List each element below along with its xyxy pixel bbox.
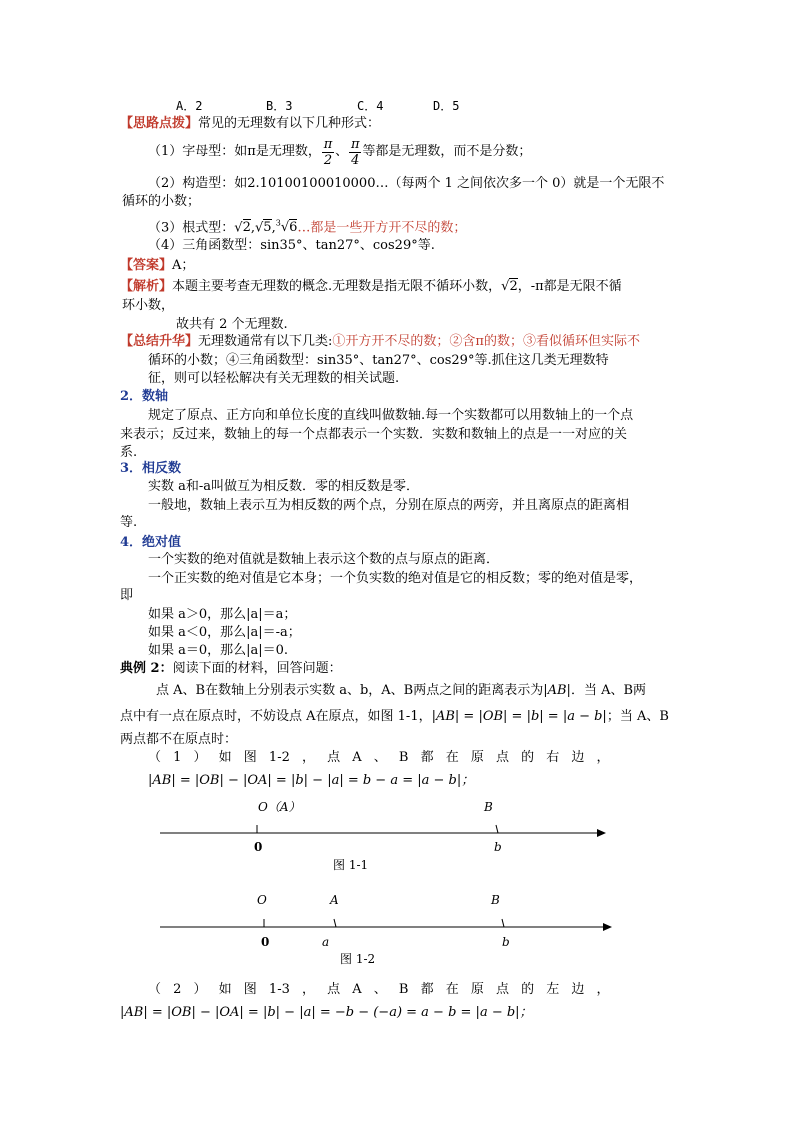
arrow-head xyxy=(603,923,612,931)
summary-tag: 【总结升华】 xyxy=(120,334,199,349)
num-0: 0 xyxy=(254,840,263,854)
hint-heading xyxy=(120,115,380,133)
section-3-line-2: 一般地，数轴上表示互为相反数的两个点，分别在原点的两旁，并且离原点的距离相 xyxy=(148,498,630,513)
tick-a xyxy=(334,919,336,927)
example-2-text: 点中有一点在原点时，不妨设点 A在原点，如图 1-1， xyxy=(120,709,432,724)
answer-text: A； xyxy=(172,258,195,273)
arrow-head xyxy=(597,829,606,837)
section-4-case-3: 如果 a＝0，那么|a|＝0. xyxy=(148,643,289,658)
radical-sqrt5: √5 xyxy=(255,220,272,236)
analysis-tag: 【解析】 xyxy=(120,279,173,294)
option-d: D．5 xyxy=(433,99,460,113)
hint-point-1-end: 等都是无理数，而不是分数； xyxy=(362,144,532,159)
example-2-case-2: （ 2 ） 如 图 1-3 ， 点 A 、 B 都 在 原 点 的 左 边 ， xyxy=(148,982,610,997)
fraction-pi-2 xyxy=(322,137,334,168)
example-2-heading xyxy=(120,660,342,678)
section-3-title: 3．相反数 xyxy=(120,461,182,476)
section-2-line-3: 系. xyxy=(120,445,138,460)
answer-line xyxy=(120,257,194,275)
example-2-text-cont: ；当 A、B xyxy=(606,709,669,724)
analysis-text: 本题主要考查无理数的概念.无理数是指无限不循环小数， xyxy=(172,279,502,294)
summary-text-red: ①开方开不尽的数；②含π的数；③看似循环但实际不 xyxy=(332,334,640,349)
section-4-case-1: 如果 a＞0，那么|a|＝a； xyxy=(148,607,297,622)
analysis-line-1 xyxy=(120,278,622,296)
tick-b xyxy=(496,825,498,833)
figure-1-2 xyxy=(150,890,620,972)
option-c: C．4 xyxy=(357,99,384,113)
summary-text: 无理数通常有以下几类: xyxy=(198,334,333,349)
radical-sqrt2: √2 xyxy=(234,220,251,236)
figure-1-1 xyxy=(150,795,620,875)
section-2-line-2: 来表示；反过来，数轴上的每一个点都表示一个实数．实数和数轴上的点是一一对应的关 xyxy=(120,427,628,442)
answer-tag: 【答案】 xyxy=(120,258,173,273)
label-b: B xyxy=(484,800,493,814)
summary-line-3: 征，则可以轻松解决有关无理数的相关试题. xyxy=(148,371,400,386)
hint-tag: 【思路点拨】 xyxy=(120,116,199,131)
example-2-intro: 阅读下面的材料，回答问题： xyxy=(172,661,342,676)
hint-point-3-label: （3）根式型： xyxy=(148,220,235,236)
radical-cbrt6: $^3$√6 xyxy=(275,219,298,236)
analysis-text-cont: ，-π都是无限不循 xyxy=(517,279,622,294)
example-2-case-1-equation: |AB| = |OB| − |OA| = |b| − |a| = b − a = |a − b|； xyxy=(148,773,475,788)
option-b: B．3 xyxy=(266,99,293,113)
label-a: A xyxy=(330,893,339,907)
analysis-line-2: 环小数， xyxy=(122,298,175,313)
hint-point-1-text: （1）字母型：如π是无理数， xyxy=(148,144,321,159)
num-a: a xyxy=(322,935,330,949)
section-4-line-2: 一个正实数的绝对值是它本身；一个负实数的绝对值是它的相反数；零的绝对值是零， xyxy=(148,571,643,586)
radicand: 6 xyxy=(289,220,298,236)
section-3-line-3: 等. xyxy=(120,515,138,530)
separator: 、 xyxy=(335,144,349,159)
hint-point-2-cont: 循环的小数； xyxy=(122,194,201,209)
caption-1-1: 图 1-1 xyxy=(333,858,369,872)
radicand: 2 xyxy=(509,279,518,294)
example-2-para-3: 两点都不在原点时： xyxy=(120,732,238,747)
section-4-title: 4．绝对值 xyxy=(120,535,182,550)
fraction-pi-4 xyxy=(349,137,361,168)
fraction-numerator: π xyxy=(323,136,333,152)
example-2-para-1 xyxy=(156,682,646,700)
example-2-text: 点 A、B在数轴上分别表示实数 a、b，A、B两点之间的距离表示为 xyxy=(156,683,544,698)
hint-point-3: （3）根式型：√2,√5,$^3$√6…都是一些开方开不尽的数； xyxy=(148,219,467,236)
label-b: B xyxy=(491,893,500,907)
caption-1-2: 图 1-2 xyxy=(340,952,376,966)
num-b: b xyxy=(494,840,502,854)
section-4-line-1: 一个实数的绝对值就是数轴上表示这个数的点与原点的距离． xyxy=(148,552,500,567)
section-4-case-2: 如果 a＜0，那么|a|＝-a； xyxy=(148,625,301,640)
radicand: 2 xyxy=(242,220,251,236)
hint-point-3-text: …都是一些开方开不尽的数； xyxy=(297,220,467,236)
fraction-numerator: π xyxy=(350,136,360,152)
example-2-title: 典例 2： xyxy=(120,661,173,676)
math-equation: |AB| = |OB| = |b| = |a − b| xyxy=(431,709,607,724)
section-3-line-1: 实数 a和-a叫做互为相反数．零的相反数是零． xyxy=(148,479,420,494)
radical-sqrt2: √2 xyxy=(501,279,518,294)
hint-point-1 xyxy=(148,134,531,170)
section-2-title: 2．数轴 xyxy=(120,389,169,404)
section-4-line-3: 即 xyxy=(120,588,134,603)
label-o: O xyxy=(257,893,267,907)
num-b: b xyxy=(502,935,510,949)
hint-point-2: （2）构造型：如2.10100100010000…（每两个 1 之间依次多一个 0）就是一个无限不 xyxy=(148,176,665,191)
example-2-text-cont: ．当 A、B两 xyxy=(570,683,647,698)
section-2-line-1: 规定了原点、正方向和单位长度的直线叫做数轴.每一个实数都可以用数轴上的一个点 xyxy=(148,408,634,423)
example-2-case-1: （ 1 ） 如 图 1-2 ， 点 A 、 B 都 在 原 点 的 右 边 ， xyxy=(148,750,610,765)
tick-b xyxy=(502,919,504,927)
hint-intro: 常见的无理数有以下几种形式： xyxy=(198,116,381,131)
option-a: A．2 xyxy=(176,99,203,113)
summary-line-2: 循环的小数；④三角函数型：sin35°、tan27°、cos29°等.抓住这几类无理数特 xyxy=(148,353,609,368)
label-o-a: O（A） xyxy=(258,800,301,814)
radicand: 5 xyxy=(263,220,272,236)
math-ab: |AB| xyxy=(543,683,571,698)
analysis-line-3: 故共有 2 个无理数. xyxy=(176,317,288,332)
example-2-para-2 xyxy=(120,708,669,726)
hint-point-4: （4）三角函数型：sin35°、tan27°、cos29°等. xyxy=(148,238,435,253)
summary-line-1 xyxy=(120,333,640,351)
fraction-denominator: 2 xyxy=(323,152,333,168)
example-2-case-2-equation: |AB| = |OB| − |OA| = |b| − |a| = −b − (−a) = a − b = |a − b|； xyxy=(120,1005,533,1020)
num-0: 0 xyxy=(261,935,270,949)
radical-index: 3 xyxy=(275,219,281,228)
fraction-denominator: 4 xyxy=(351,152,360,168)
